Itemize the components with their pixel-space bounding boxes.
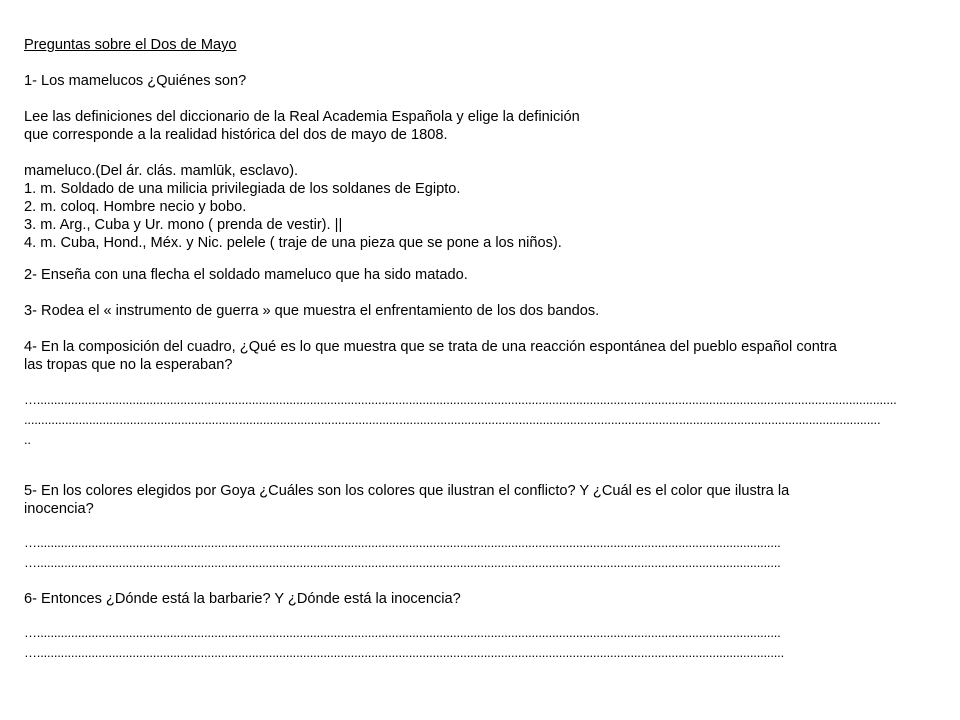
question-2: 2- Enseña con una flecha el soldado mameluco que ha sido matado. <box>24 267 468 283</box>
definition-3: 3. m. Arg., Cuba y Ur. mono ( prenda de vestir). || <box>24 217 343 233</box>
question-5-line-1: 5- En los colores elegidos por Goya ¿Cuáles son los colores que ilustran el conflicto? Y ¿Cuál es el color que ilustra la <box>24 483 790 499</box>
answer-line[interactable]: ........................................................................................................................................................................................................................................................... <box>24 413 881 427</box>
question-3: 3- Rodea el « instrumento de guerra » que muestra el enfrentamiento de los dos bandos. <box>24 303 600 319</box>
definition-2: 2. m. coloq. Hombre necio y bobo. <box>24 199 247 215</box>
answer-line[interactable]: …............................................................................................................................................................................................................................................................ <box>24 393 897 407</box>
question-4-line-1: 4- En la composición del cuadro, ¿Qué es lo que muestra que se trata de una reacción espontánea del pueblo español contra <box>24 339 837 355</box>
question-1-intro-line-2: que corresponde a la realidad histórica del dos de mayo de 1808. <box>24 127 448 143</box>
answer-line[interactable]: …........................................................................................................................................................................................................................... <box>24 646 784 660</box>
answer-line[interactable]: ….......................................................................................................................................................................................................................... <box>24 556 781 570</box>
question-6: 6- Entonces ¿Dónde está la barbarie? Y ¿Dónde está la inocencia? <box>24 591 461 607</box>
definition-4: 4. m. Cuba, Hond., Méx. y Nic. pelele ( traje de una pieza que se pone a los niños). <box>24 235 562 251</box>
definition-1: 1. m. Soldado de una milicia privilegiada de los soldanes de Egipto. <box>24 181 461 197</box>
dictionary-entry-head: mameluco.(Del ár. clás. mamlūk, esclavo). <box>24 163 299 179</box>
question-1-intro-line-1: Lee las definiciones del diccionario de la Real Academia Española y elige la definición <box>24 109 580 125</box>
question-1-heading: 1- Los mamelucos ¿Quiénes son? <box>24 73 247 89</box>
answer-line[interactable]: ….......................................................................................................................................................................................................................... <box>24 536 781 550</box>
answer-line[interactable]: .. <box>24 433 31 447</box>
question-4-line-2: las tropas que no la esperaban? <box>24 357 233 373</box>
answer-line[interactable]: ….......................................................................................................................................................................................................................... <box>24 626 781 640</box>
question-5-line-2: inocencia? <box>24 501 94 517</box>
worksheet-title: Preguntas sobre el Dos de Mayo <box>24 37 237 53</box>
